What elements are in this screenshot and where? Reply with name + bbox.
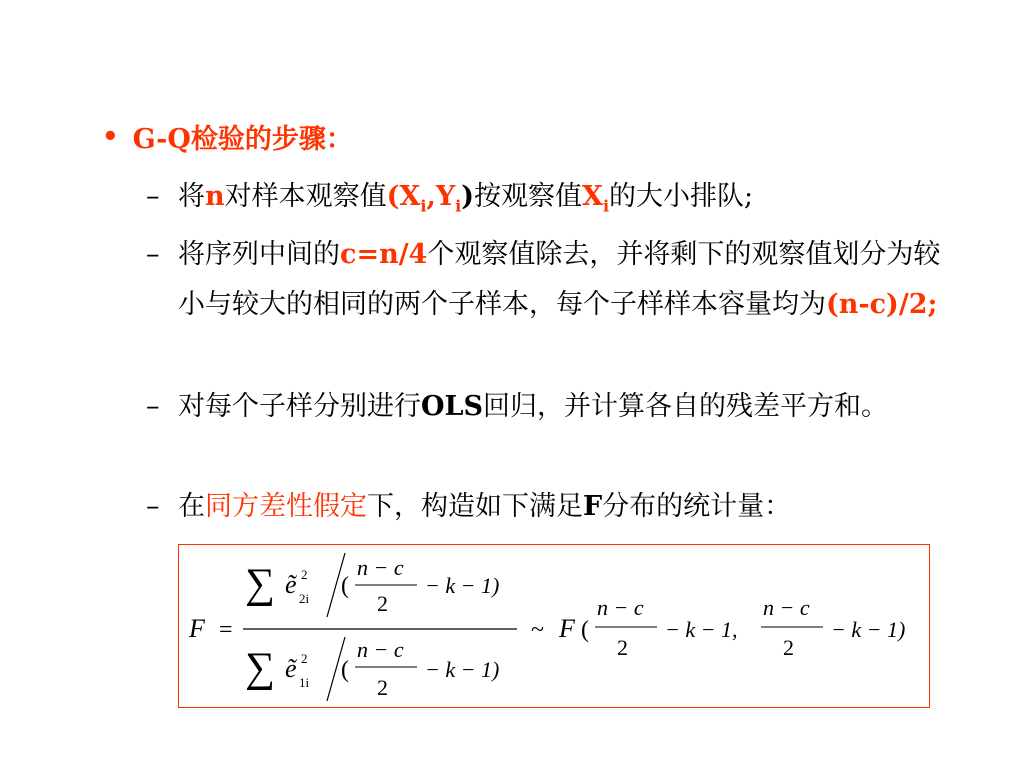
minus-k-1: − k − 1) — [425, 657, 500, 682]
text-fragment: ,Y — [426, 181, 456, 212]
frac-denominator: 2 — [377, 591, 388, 616]
text-fragment: 对样本观察值 — [224, 181, 387, 212]
residual-e: ẽ — [285, 570, 297, 599]
bullet-icon: • — [102, 121, 119, 152]
residual-e: ẽ — [285, 654, 297, 683]
dash-icon: – — [146, 491, 160, 522]
formula-equals: = — [219, 617, 233, 643]
highlight-homoskedasticity: 同方差性假定 — [205, 491, 367, 522]
heading — [102, 117, 353, 156]
f-distribution: F — [559, 614, 575, 643]
dash-icon: – — [146, 181, 160, 212]
tilde-icon: ~ — [531, 617, 544, 643]
dash-icon: – — [146, 239, 160, 270]
step-1 — [146, 172, 946, 231]
formula-box — [178, 544, 930, 708]
text-fragment: ) — [461, 181, 474, 212]
frac-numerator: n − c — [357, 555, 404, 580]
text-fragment: 在 — [178, 491, 205, 522]
paren-open: ( — [341, 657, 349, 683]
step-2 — [146, 230, 946, 330]
frac-denominator: 2 — [617, 635, 628, 660]
subscript-i: i — [420, 196, 427, 216]
frac-numerator: n − c — [763, 595, 810, 620]
step-3 — [146, 382, 946, 432]
step-3-text — [178, 382, 946, 432]
subscript-2i: 2i — [299, 591, 310, 606]
text-fragment: 对每个子样分别进行 — [178, 391, 421, 422]
highlight-size: (n-c)/2; — [826, 289, 938, 320]
superscript-2: 2 — [301, 567, 308, 582]
arg-second: − k − 1) — [831, 617, 906, 642]
highlight-n: n — [205, 181, 225, 212]
f-term: F — [583, 491, 603, 522]
paren-open: ( — [581, 617, 589, 643]
text-fragment: 下，构造如下满足 — [367, 491, 583, 522]
text-fragment: (X — [386, 181, 421, 212]
text-fragment: 按观察值 — [474, 181, 582, 212]
formula-svg — [179, 545, 931, 709]
step-4 — [146, 482, 946, 532]
sum-icon: ∑ — [245, 645, 275, 691]
step-2-text — [178, 230, 946, 330]
superscript-2: 2 — [301, 651, 308, 666]
step-4-text — [178, 482, 946, 532]
text-fragment: 分布的统计量： — [602, 491, 792, 522]
frac-numerator: n − c — [597, 595, 644, 620]
minus-k-1: − k − 1) — [425, 573, 500, 598]
sum-icon: ∑ — [245, 561, 275, 607]
highlight-x: X — [582, 181, 603, 212]
frac-denominator: 2 — [783, 635, 794, 660]
subscript-i: i — [455, 196, 462, 216]
subscript-i: i — [602, 196, 610, 216]
dash-icon: – — [146, 391, 160, 422]
heading-text: G-Q检验的步骤： — [132, 124, 353, 155]
ols-term: OLS — [421, 391, 484, 422]
frac-numerator: n − c — [357, 637, 404, 662]
step-1-text — [178, 172, 946, 231]
paren-open: ( — [341, 573, 349, 599]
subscript-1i: 1i — [299, 675, 310, 690]
text-fragment: 的大小排队; — [609, 181, 754, 212]
text-fragment: 将序列中间的 — [178, 239, 340, 270]
text-fragment: 个观察值除去，并将剩下的观察值划分为较小与较大的相同的两个子样本，每个子样样本容量均为 — [178, 239, 941, 320]
text-fragment: 回归，并计算各自的残差平方和。 — [483, 391, 889, 422]
formula-f: F — [189, 614, 205, 643]
arg-first: − k − 1, — [665, 617, 738, 642]
pair-xy — [386, 181, 474, 216]
highlight-c: c=n/4 — [340, 239, 428, 270]
text-fragment: 将 — [178, 181, 205, 212]
frac-denominator: 2 — [377, 675, 388, 700]
